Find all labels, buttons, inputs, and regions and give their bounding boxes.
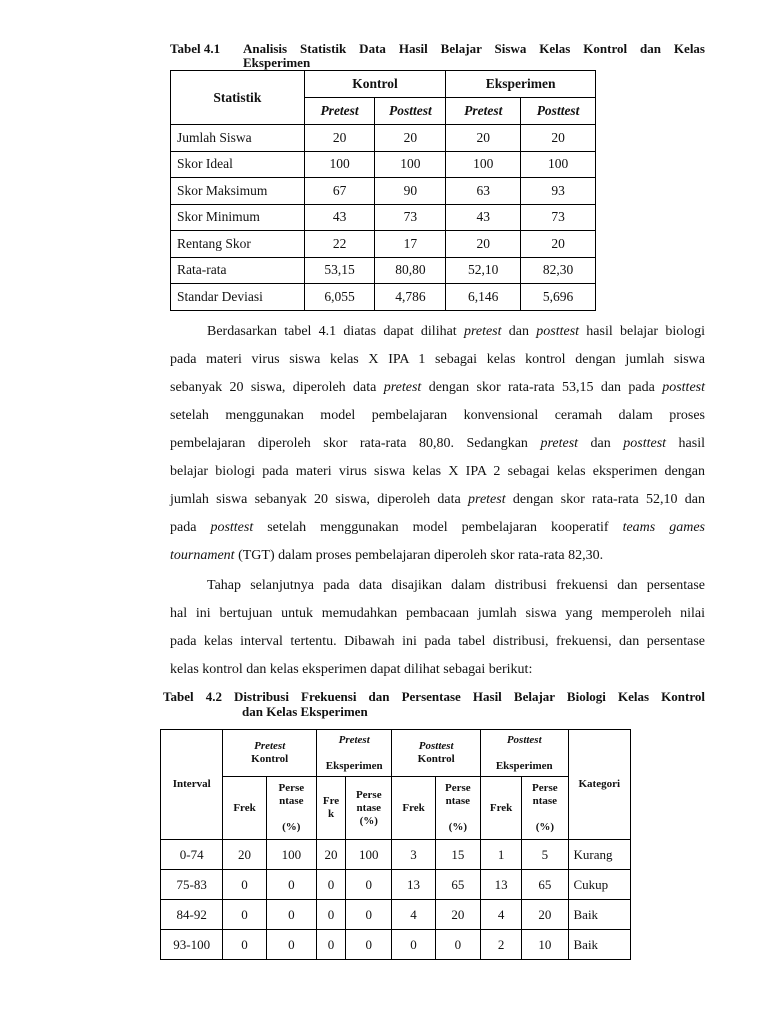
text: dengan skor rata-rata 53,15 dan pada — [421, 380, 663, 395]
cell-value: 0 — [266, 930, 316, 960]
kategori-cell: Baik — [568, 900, 631, 930]
cell-value: 20 — [521, 125, 596, 152]
interval-cell: 93-100 — [161, 930, 223, 960]
cell-value: 100 — [266, 840, 316, 870]
text: ntase — [356, 801, 381, 814]
text: Perse — [532, 782, 558, 794]
text: pembelajaran diperoleh skor rata-rata 80,80. Sedangkan — [170, 436, 541, 451]
sub-pretest-kontrol: Pretest — [304, 98, 375, 125]
row-label: Jumlah Siswa — [171, 125, 305, 152]
header-kontrol: Kontrol — [304, 71, 446, 98]
cell-value: 20 — [316, 840, 345, 870]
row-label: Skor Maksimum — [171, 178, 305, 205]
text: jumlah siswa sebanyak 20 siswa, diperoleh data — [170, 492, 469, 507]
cell-value: 0 — [392, 930, 435, 960]
text: dan — [501, 324, 537, 339]
table-row — [171, 284, 596, 311]
header-group — [316, 730, 391, 777]
paragraph-line: Tahap selanjutnya pada data disajikan dalam distribusi frekuensi dan persentase — [207, 578, 705, 593]
paragraph-line — [170, 379, 705, 397]
paragraph-line — [170, 435, 705, 453]
header-test: Pretest — [254, 740, 286, 752]
text: Perse — [278, 782, 305, 794]
cell-value: 65 — [522, 870, 568, 900]
text: Berdasarkan tabel 4.1 diatas dapat dilihat — [207, 324, 464, 339]
table2-caption — [163, 690, 705, 720]
header-class: Kontrol — [251, 753, 289, 765]
table1-caption-title: Analisis Statistik Data Hasil Belajar Siswa Kelas Kontrol dan Kelas — [243, 41, 705, 56]
kategori-cell: Baik — [568, 930, 631, 960]
text: ntase — [445, 795, 471, 807]
text: ntase — [532, 795, 558, 807]
cell-value: 20 — [435, 900, 480, 930]
cell-value: 100 — [446, 151, 521, 178]
table1-caption — [170, 42, 705, 70]
cell-value: 1 — [480, 840, 521, 870]
cell-value: 2 — [480, 930, 521, 960]
kategori-cell: Kurang — [568, 840, 631, 870]
header-class: Eksperimen — [495, 759, 553, 772]
text-italic: pretest — [383, 380, 422, 395]
cell-value: 63 — [446, 178, 521, 205]
interval-cell: 84-92 — [161, 900, 223, 930]
cell-value: 0 — [266, 870, 316, 900]
table-row — [171, 178, 596, 205]
sub-pretest-eksperimen: Pretest — [446, 98, 521, 125]
table-row — [171, 204, 596, 231]
sub-frek: Frek — [392, 777, 435, 840]
cell-value: 100 — [304, 151, 375, 178]
text: hasil belajar biologi — [579, 324, 705, 339]
paragraph-line — [170, 519, 705, 537]
header-group — [392, 730, 481, 777]
row-label: Skor Ideal — [171, 151, 305, 178]
cell-value: 0 — [346, 930, 392, 960]
paragraph-line: setelah menggunakan model pembelajaran konvensional ceramah dalam proses — [170, 408, 705, 423]
cell-value: 13 — [392, 870, 435, 900]
cell-value: 4 — [480, 900, 521, 930]
cell-value: 0 — [346, 900, 392, 930]
text-italic: posttest — [536, 324, 580, 339]
cell-value: 20 — [223, 840, 266, 870]
text: ntase — [279, 795, 304, 807]
cell-value: 5,696 — [521, 284, 596, 311]
cell-value: 0 — [346, 870, 392, 900]
sub-frek: Frek — [480, 777, 521, 840]
row-label: Standar Deviasi — [171, 284, 305, 311]
cell-value: 4,786 — [375, 284, 446, 311]
paragraph-line — [207, 323, 705, 341]
cell-value: 43 — [446, 204, 521, 231]
row-label: Rentang Skor — [171, 231, 305, 258]
paragraph-line: pada materi virus siswa kelas X IPA 1 sebagai kelas kontrol dengan jumlah siswa — [170, 352, 705, 367]
table-row — [171, 125, 596, 152]
sub-persentase — [435, 777, 480, 840]
cell-value: 20 — [375, 125, 446, 152]
header-eksperimen: Eksperimen — [446, 71, 596, 98]
header-statistik: Statistik — [171, 71, 305, 125]
table-row — [161, 900, 631, 930]
cell-value: 6,055 — [304, 284, 375, 311]
header-test: Pretest — [338, 733, 370, 746]
text-italic: posttest — [623, 436, 667, 451]
header-class: Eksperimen — [325, 759, 383, 772]
cell-value: 0 — [435, 930, 480, 960]
cell-value: 20 — [304, 125, 375, 152]
text: dengan skor rata-rata 52,10 dan — [505, 492, 705, 507]
table-row — [171, 257, 596, 284]
table-row — [171, 151, 596, 178]
header-group — [223, 730, 317, 777]
cell-value: 65 — [435, 870, 480, 900]
sub-posttest-kontrol: Posttest — [375, 98, 446, 125]
text: setelah menggunakan model pembelajaran kooperatif — [253, 520, 623, 535]
row-label: Skor Minimum — [171, 204, 305, 231]
statistics-table — [170, 70, 596, 311]
cell-value: 0 — [223, 900, 266, 930]
table-row — [161, 840, 631, 870]
header-interval: Interval — [161, 730, 223, 840]
cell-value: 0 — [266, 900, 316, 930]
cell-value: 80,80 — [375, 257, 446, 284]
text: (TGT) dalam proses pembelajaran diperoleh skor rata-rata 82,30. — [234, 548, 604, 563]
sub-persentase — [266, 777, 316, 840]
header-test: Posttest — [506, 733, 542, 746]
cell-value: 20 — [446, 125, 521, 152]
interval-cell: 0-74 — [161, 840, 223, 870]
cell-value: 100 — [521, 151, 596, 178]
cell-value: 13 — [480, 870, 521, 900]
table1-caption-number: Tabel 4.1 — [170, 41, 221, 56]
text: hasil — [666, 436, 705, 451]
text-italic: teams games — [622, 520, 705, 535]
header-class: Kontrol — [417, 753, 455, 765]
frequency-distribution-table — [160, 729, 631, 960]
cell-value: 0 — [223, 930, 266, 960]
cell-value: 22 — [304, 231, 375, 258]
text: (%) — [359, 814, 378, 827]
cell-value: 10 — [522, 930, 568, 960]
header-kategori: Kategori — [568, 730, 631, 840]
cell-value: 73 — [521, 204, 596, 231]
text-italic: posttest — [210, 520, 254, 535]
table2-caption-title: Tabel 4.2 Distribusi Frekuensi dan Persentase Hasil Belajar Biologi Kelas Kontrol — [163, 689, 705, 704]
row-label: Rata-rata — [171, 257, 305, 284]
text: k — [327, 808, 335, 820]
text: Perse — [355, 788, 382, 801]
cell-value: 100 — [346, 840, 392, 870]
paragraph-line: belajar biologi pada materi virus siswa kelas X IPA 2 sebagai kelas eksperimen dengan — [170, 464, 705, 479]
paragraph-line: kelas kontrol dan kelas eksperimen dapat dilihat sebagai berikut: — [170, 662, 533, 677]
paragraph-line — [170, 491, 705, 509]
cell-value: 43 — [304, 204, 375, 231]
header-group — [480, 730, 568, 777]
cell-value: 0 — [316, 930, 345, 960]
sub-posttest-eksperimen: Posttest — [521, 98, 596, 125]
table-row — [161, 930, 631, 960]
table2-caption-title-cont: dan Kelas Eksperimen — [242, 704, 368, 719]
cell-value: 3 — [392, 840, 435, 870]
text: (%) — [282, 821, 301, 833]
text: sebanyak 20 siswa, diperoleh data — [170, 380, 384, 395]
header-test: Posttest — [418, 740, 454, 752]
table-row — [171, 231, 596, 258]
paragraph-line: hal ini bertujuan untuk memudahkan pembacaan jumlah siswa yang memperoleh nilai — [170, 606, 705, 621]
paragraph-line: pada kelas interval tertentu. Dibawah ini pada tabel distribusi, frekuensi, dan persentase — [170, 634, 705, 649]
paragraph-line — [170, 547, 705, 565]
interval-cell: 75-83 — [161, 870, 223, 900]
sub-frek — [316, 777, 345, 840]
cell-value: 0 — [223, 870, 266, 900]
sub-persentase — [522, 777, 568, 840]
cell-value: 90 — [375, 178, 446, 205]
sub-persentase — [346, 777, 392, 840]
cell-value: 67 — [304, 178, 375, 205]
text-italic: pretest — [463, 324, 502, 339]
cell-value: 100 — [375, 151, 446, 178]
cell-value: 17 — [375, 231, 446, 258]
cell-value: 6,146 — [446, 284, 521, 311]
cell-value: 20 — [521, 231, 596, 258]
cell-value: 0 — [316, 900, 345, 930]
text: (%) — [448, 821, 467, 833]
cell-value: 0 — [316, 870, 345, 900]
cell-value: 73 — [375, 204, 446, 231]
text-italic: pretest — [468, 492, 506, 507]
sub-frek: Frek — [223, 777, 266, 840]
cell-value: 53,15 — [304, 257, 375, 284]
table-row — [161, 870, 631, 900]
cell-value: 52,10 — [446, 257, 521, 284]
cell-value: 15 — [435, 840, 480, 870]
text-italic: pretest — [540, 436, 579, 451]
text-italic: tournament — [170, 548, 235, 563]
cell-value: 5 — [522, 840, 568, 870]
text: Fre — [322, 795, 340, 807]
text-italic: posttest — [662, 380, 705, 395]
table1-caption-title-cont: Eksperimen — [243, 55, 311, 70]
cell-value: 82,30 — [521, 257, 596, 284]
kategori-cell: Cukup — [568, 870, 631, 900]
text: pada — [170, 520, 211, 535]
text: Perse — [445, 782, 471, 794]
cell-value: 20 — [446, 231, 521, 258]
cell-value: 20 — [522, 900, 568, 930]
cell-value: 93 — [521, 178, 596, 205]
text: dan — [578, 436, 624, 451]
text: (%) — [535, 821, 555, 833]
cell-value: 4 — [392, 900, 435, 930]
